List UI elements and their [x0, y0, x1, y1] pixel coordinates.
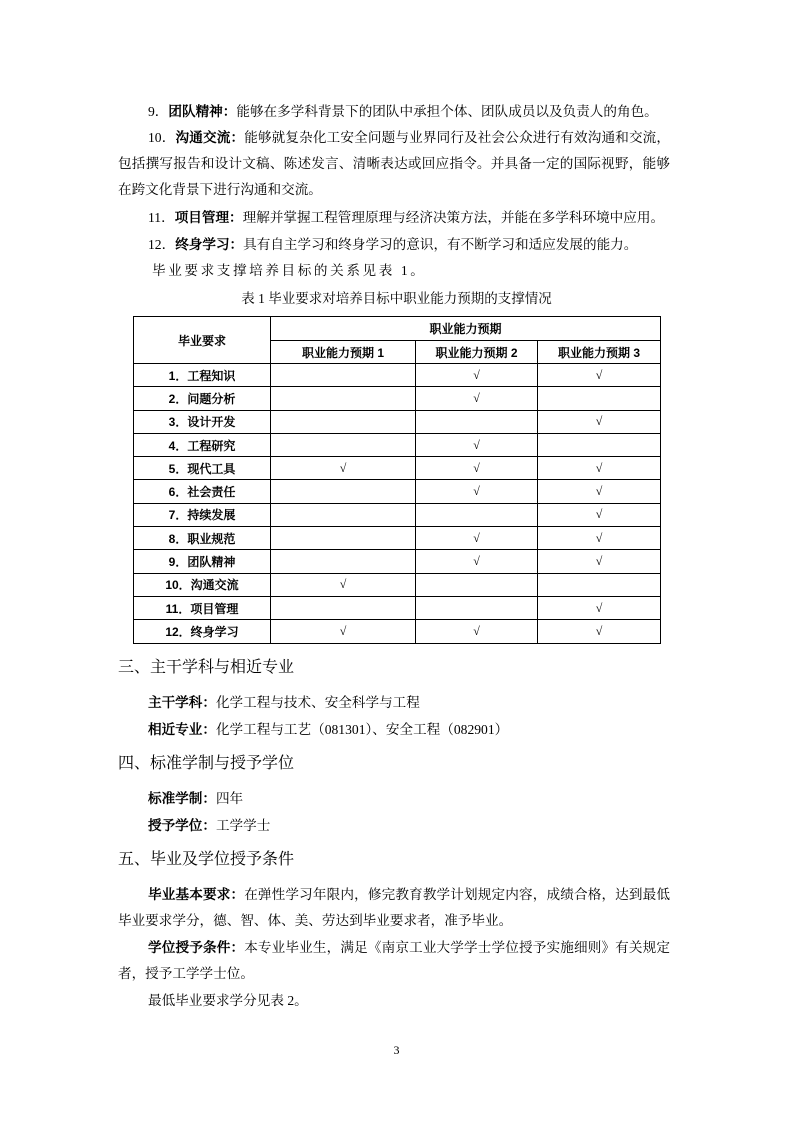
check-cell: √ [271, 620, 416, 643]
row-label: 6．社会责任 [134, 480, 271, 503]
requirement-10-line-3: 在跨文化背景下进行沟通和交流。 [118, 182, 322, 197]
table-row [134, 527, 661, 550]
check-cell: √ [538, 550, 661, 573]
requirement-label: 项目管理： [174, 210, 243, 225]
check-cell [271, 550, 416, 573]
header-group: 职业能力预期 [271, 317, 661, 341]
row-label: 11．项目管理 [134, 596, 271, 619]
check-cell [271, 503, 416, 526]
row-label: 4．工程研究 [134, 433, 271, 456]
requirement-text: 能够就复杂化工安全问题与业界同行及社会公众进行有效沟通和交流， [244, 130, 671, 145]
table-row [134, 596, 661, 619]
check-cell [416, 503, 538, 526]
field-value: 化学工程与技术、安全科学与工程 [215, 695, 420, 710]
standard-duration [148, 786, 670, 812]
check-cell [538, 573, 661, 596]
check-cell [271, 364, 416, 387]
requirement-9 [148, 99, 670, 125]
check-cell [538, 387, 661, 410]
row-label: 2．问题分析 [134, 387, 271, 410]
row-label: 9．团队精神 [134, 550, 271, 573]
check-cell [416, 573, 538, 596]
check-cell: √ [538, 364, 661, 387]
section-heading-graduation-conditions: 五、毕业及学位授予条件 [118, 851, 295, 868]
check-cell [416, 410, 538, 433]
requirement-10 [148, 125, 670, 151]
field-value: 四年 [215, 791, 244, 806]
table-row [134, 457, 661, 480]
field-label: 相近专业： [148, 722, 216, 737]
table-row [134, 503, 661, 526]
table-row [134, 550, 661, 573]
requirement-text: 具有自主学习和终身学习的意识，有不断学习和适应发展的能力。 [243, 237, 638, 252]
field-value: 在弹性学习年限内，修完教育教学计划规定内容，成绩合格，达到最低 [244, 887, 671, 902]
check-cell [271, 527, 416, 550]
table-row [134, 387, 661, 410]
check-cell [271, 387, 416, 410]
field-value: 本专业毕业生，满足《南京工业大学学士学位授予实施细则》有关规定 [244, 940, 671, 955]
check-cell: √ [538, 596, 661, 619]
table-reference: 毕业要求支撑培养目标的关系见表 1。 [152, 263, 427, 278]
row-label: 10．沟通交流 [134, 573, 271, 596]
check-cell: √ [271, 457, 416, 480]
support-table [133, 316, 661, 644]
requirement-label: 团队精神： [168, 104, 237, 119]
check-cell [271, 596, 416, 619]
requirement-number: 12． [148, 237, 176, 252]
check-cell: √ [416, 364, 538, 387]
check-cell [538, 433, 661, 456]
table-row [134, 433, 661, 456]
check-cell [416, 596, 538, 619]
table-row [134, 410, 661, 433]
row-label: 12．终身学习 [134, 620, 271, 643]
table-header-row [134, 317, 661, 341]
degree-awarded [148, 813, 670, 839]
requirement-number: 9． [148, 104, 169, 119]
requirement-number: 10． [148, 130, 176, 145]
check-cell: √ [416, 387, 538, 410]
table-row [134, 573, 661, 596]
minimum-credits-note: 最低毕业要求学分见表 2。 [148, 993, 308, 1008]
check-cell: √ [538, 410, 661, 433]
field-label: 主干学科： [148, 695, 216, 710]
table-row [134, 480, 661, 503]
graduation-requirements-line-2: 毕业要求学分，德、智、体、美、劳达到毕业要求者，准予毕业。 [118, 913, 513, 928]
check-cell: √ [538, 457, 661, 480]
field-value: 工学学士 [215, 818, 271, 833]
requirement-text: 理解并掌握工程管理原理与经济决策方法，并能在多学科环境中应用。 [242, 210, 665, 225]
row-label: 1．工程知识 [134, 364, 271, 387]
related-majors [148, 717, 670, 743]
check-cell: √ [416, 457, 538, 480]
section-heading-disciplines: 三、主干学科与相近专业 [118, 659, 295, 676]
page-number: 3 [393, 1043, 400, 1057]
requirement-number: 11． [148, 210, 175, 225]
requirement-label: 沟通交流： [175, 130, 245, 145]
graduation-requirements [148, 882, 670, 908]
check-cell: √ [271, 573, 416, 596]
check-cell: √ [538, 480, 661, 503]
main-discipline [148, 690, 670, 716]
requirement-11 [148, 205, 670, 231]
degree-conditions-line-2: 者，授予工学学士位。 [118, 966, 254, 981]
table-row [134, 364, 661, 387]
row-label: 3．设计开发 [134, 410, 271, 433]
header-column-1: 职业能力预期 1 [271, 341, 416, 364]
requirement-10-line-2: 包括撰写报告和设计文稿、陈述发言、清晰表达或回应指令。并具备一定的国际视野，能够 [118, 156, 670, 171]
check-cell [271, 480, 416, 503]
field-value: 化学工程与工艺（081301）、安全工程（082901） [215, 722, 509, 737]
check-cell [271, 433, 416, 456]
field-label: 学位授予条件： [148, 940, 245, 955]
field-label: 毕业基本要求： [148, 887, 245, 902]
header-column-3: 职业能力预期 3 [538, 341, 661, 364]
requirement-label: 终身学习： [175, 237, 244, 252]
header-column-2: 职业能力预期 2 [416, 341, 538, 364]
row-label: 8．职业规范 [134, 527, 271, 550]
check-cell: √ [416, 620, 538, 643]
check-cell: √ [416, 480, 538, 503]
check-cell: √ [416, 433, 538, 456]
header-requirement: 毕业要求 [134, 317, 271, 364]
check-cell: √ [416, 527, 538, 550]
check-cell: √ [538, 527, 661, 550]
field-label: 标准学制： [148, 791, 216, 806]
table-caption: 表 1 毕业要求对培养目标中职业能力预期的支撑情况 [241, 291, 552, 306]
check-cell: √ [416, 550, 538, 573]
field-label: 授予学位： [148, 818, 216, 833]
degree-conditions [148, 935, 670, 961]
row-label: 5．现代工具 [134, 457, 271, 480]
check-cell: √ [538, 503, 661, 526]
requirement-12 [148, 232, 670, 258]
table-row [134, 620, 661, 643]
row-label: 7．持续发展 [134, 503, 271, 526]
check-cell [271, 410, 416, 433]
section-heading-duration-degree: 四、标准学制与授予学位 [118, 755, 295, 772]
requirement-text: 能够在多学科背景下的团队中承担个体、团队成员以及负责人的角色。 [236, 104, 658, 119]
check-cell: √ [538, 620, 661, 643]
